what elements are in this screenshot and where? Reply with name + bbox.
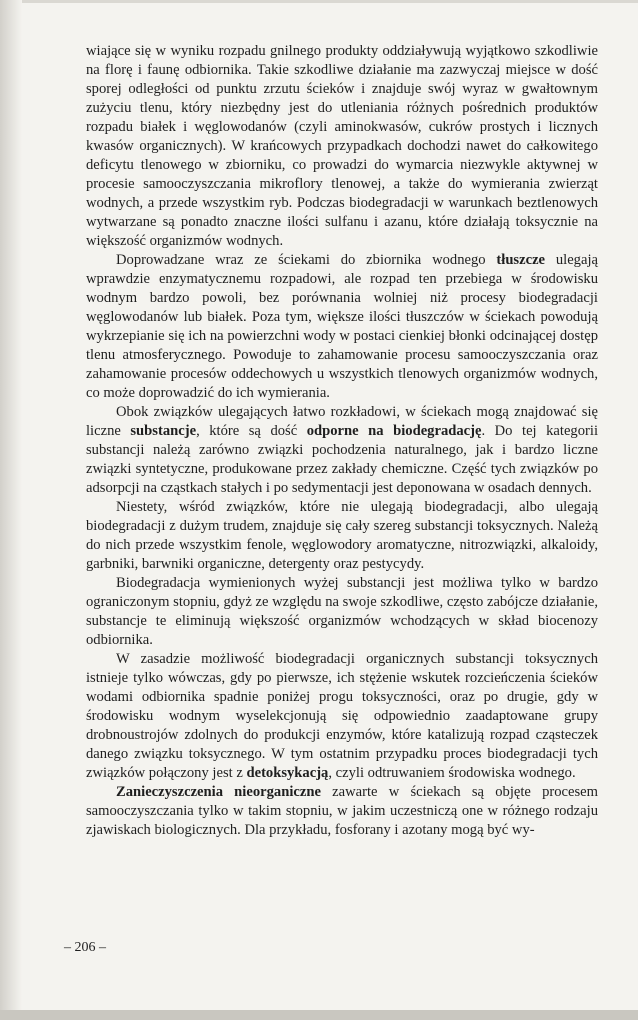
text-run: Doprowadzane wraz ze ściekami do zbiornika wodnego	[116, 252, 497, 268]
bold-term: substancje	[130, 423, 197, 439]
document-text-body	[86, 42, 598, 840]
bold-term: Zanieczyszczenia nieorganiczne	[116, 784, 321, 800]
text-run: wiające się w wyniku rozpadu gnilnego produkty oddziaływują wyjątkowo szkodliwie na florę i faunę odbiornika. Takie szkodliwe działanie ma zazwyczaj miejsce w dość sporej odległości od punktu zrzutu ścieków i znajduje swój wyraz w gwałtownym zużyciu tlenu, który niezbędny jest do utleniania różnych pośrednich produktów rozpadu białek i węglowodanów (czyli aminokwasów, cukrów prostych i licznych kwasów organicznych). W krańcowych przypadkach dochodzi nawet do całkowitego deficytu tlenowego w zbiorniku, co prowadzi do wymarcia niezwykle aktywnej w procesie samooczyszczania mikroflory tlenowej, a także do wymierania zwierząt wodnych, a przede wszystkim ryb. Podczas biodegradacji w warunkach beztlenowych wytwarzane są ponadto znaczne ilości sulfanu i azanu, które działają toksycznie na większość organizmów wodnych.	[86, 43, 598, 249]
text-run: Biodegradacja wymienionych wyżej substancji jest możliwa tylko w bardzo ograniczonym stopniu, gdyż ze względu na swoje szkodliwe, często zabójcze działanie, substancje te eliminują większość organizmów wchodzących w skład biocenozy odbiornika.	[86, 575, 598, 648]
bold-term: odporne na biodegradację	[306, 423, 482, 439]
text-run: Niestety, wśród związków, które nie ulegają biodegradacji, albo ulegają biodegradacji z dużym trudem, znajduje się cały szereg substancji toksycznych. Należą do nich przede wszystkim fenole, węglowodory aromatyczne, nitrozwiązki, alkaloidy, garbniki, barwniki organiczne, detergenty oraz pestycydy.	[86, 499, 598, 572]
page-number: – 206 –	[64, 940, 106, 955]
bold-term: detoksykacją	[246, 765, 329, 781]
page-bottom-edge	[0, 1010, 638, 1020]
paragraph	[86, 574, 598, 650]
text-run: W zasadzie możliwość biodegradacji organicznych substancji toksycznych istnieje tylko wówczas, gdy po pierwsze, ich stężenie wskutek rozcieńczenia ścieków wodami odbiornika spadnie poniżej progu toksyczności, oraz po drugie, gdy w środowisku wodnym wyselekcjonują się odpowiednio zaadaptowane grupy drobnoustrojów zdolnych do produkcji enzymów, które katalizują rozpad cząsteczek danego związku toksycznego. W tym ostatnim przypadku proces biodegradacji tych związków połączony jest z	[86, 651, 598, 781]
paragraph	[86, 650, 598, 783]
paragraph	[86, 498, 598, 574]
text-run: Obok związków ulegających łatwo rozkładowi, w ściekach mogą znajdować się liczne	[86, 404, 598, 439]
text-run: zawarte w ściekach są objęte procesem samooczyszczania tylko w takim stopniu, w jakim uczestniczą one w różnego rodzaju zjawiskach biologicznych. Dla przykładu, fosforany i azotany mogą być wy-	[86, 784, 599, 838]
page-top-edge	[0, 0, 638, 3]
text-run: . Do tej kategorii substancji należą zarówno związki pochodzenia naturalnego, jak i bardzo liczne związki syntetyczne, produkowane przez zakłady chemiczne. Część tych związków po adsorpcji na cząstkach stałych i po sedymentacji jest deponowana w osadach dennych.	[86, 423, 598, 496]
text-run: , które są dość	[196, 423, 307, 439]
page-binding-shadow	[0, 0, 22, 1020]
paragraph	[86, 403, 598, 498]
text-run: ulegają wprawdzie enzymatycznemu rozpadowi, ale rozpad ten przebiega w środowisku wodnym bardzo powoli, bez porównania wolniej niż procesy biodegradacji węglowodanów lub białek. Poza tym, większe ilości tłuszczów w ściekach powodują wykrzepianie się ich na powierzchni wody w postaci cienkiej błonki odcinającej dostęp tlenu atmosferycznego. Powoduje to zahamowanie procesu samooczyszczania oraz zahamowanie procesów oddechowych u wszystkich tlenowych organizmów wodnych, co może doprowadzić do ich wymierania.	[86, 252, 598, 401]
paragraph	[86, 251, 598, 403]
text-run: , czyli odtruwaniem środowiska wodnego.	[328, 765, 576, 781]
paragraph	[86, 783, 598, 840]
bold-term: tłuszcze	[496, 252, 546, 268]
paragraph	[86, 42, 598, 251]
